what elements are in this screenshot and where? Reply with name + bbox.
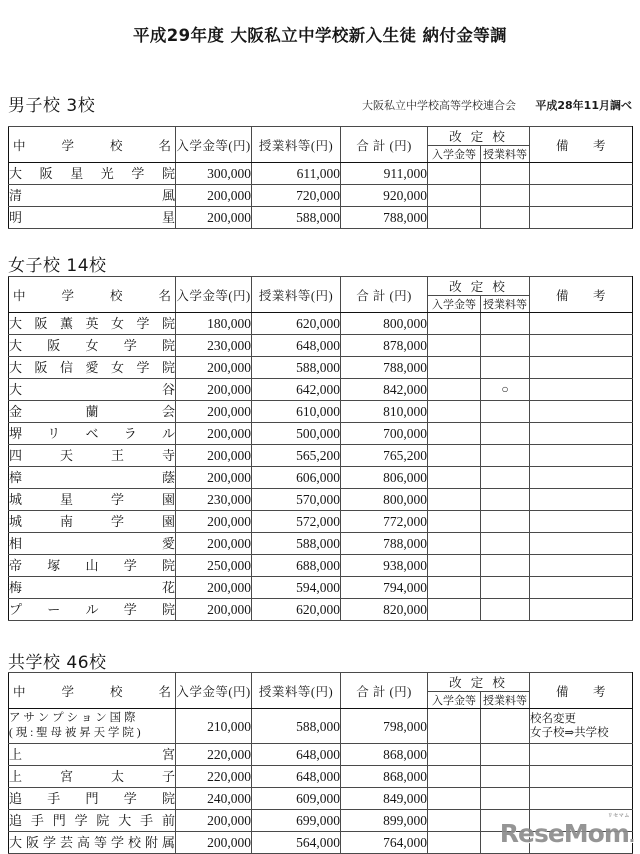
cell-revised-admission (428, 832, 481, 854)
cell-revised-tuition (481, 709, 530, 744)
school-name-text: 相 愛 (9, 536, 175, 551)
cell-total: 800,000 (341, 313, 428, 335)
cell-admission-fee: 210,000 (176, 709, 252, 744)
cell-revised-tuition (481, 185, 530, 207)
cell-total: 788,000 (341, 207, 428, 229)
table-row (9, 489, 633, 511)
col-tuition-fee: 授業料等(円) (252, 277, 341, 313)
col-school-name: 中 学 校 名 (9, 277, 176, 313)
school-name-text: 追 手 門 学 院 (9, 791, 175, 806)
cell-remarks (530, 766, 633, 788)
table-row (9, 555, 633, 577)
cell-revised-tuition (481, 555, 530, 577)
cell-total: 700,000 (341, 423, 428, 445)
table-row (9, 379, 633, 401)
school-name-text: 城 星 学 園 (9, 492, 175, 507)
table-header-row (9, 673, 633, 692)
cell-school-name (9, 401, 176, 423)
table-header-row (9, 277, 633, 296)
section-header-girls (8, 248, 632, 274)
cell-tuition-fee: 620,000 (252, 313, 341, 335)
cell-admission-fee: 200,000 (176, 379, 252, 401)
cell-remarks (530, 313, 633, 335)
cell-revised-tuition (481, 577, 530, 599)
cell-revised-admission (428, 788, 481, 810)
col-revised-admission: 入学金等 (428, 296, 481, 313)
watermark-brand: ReseMom (499, 819, 629, 848)
cell-total: 938,000 (341, 555, 428, 577)
col-revised-group: 改 定 校 (428, 127, 530, 146)
table-head-coed (9, 673, 633, 709)
cell-admission-fee: 200,000 (176, 577, 252, 599)
school-name-text: 大阪学芸高等学校附属 (9, 835, 175, 850)
col-revised-group: 改 定 校 (428, 277, 530, 296)
cell-admission-fee: 200,000 (176, 832, 252, 854)
table-row (9, 335, 633, 357)
cell-school-name (9, 599, 176, 621)
fee-table-girls (8, 276, 633, 621)
cell-remarks (530, 577, 633, 599)
cell-revised-tuition (481, 445, 530, 467)
col-remarks: 備 考 (530, 673, 633, 709)
cell-total: 842,000 (341, 379, 428, 401)
cell-revised-admission (428, 335, 481, 357)
col-total: 合 計 (円) (341, 127, 428, 163)
cell-tuition-fee: 609,000 (252, 788, 341, 810)
school-name-line: ア サ ン プ シ ョ ン 国 際 (9, 712, 136, 724)
survey-date: 平成28年11月調べ (535, 99, 632, 112)
cell-total: 911,000 (341, 163, 428, 185)
cell-revised-admission (428, 379, 481, 401)
cell-admission-fee: 250,000 (176, 555, 252, 577)
cell-tuition-fee: 500,000 (252, 423, 341, 445)
school-name-text: 帝 塚 山 学 院 (9, 558, 175, 573)
cell-revised-admission (428, 555, 481, 577)
cell-admission-fee: 200,000 (176, 401, 252, 423)
school-name-text: 大 谷 (9, 382, 175, 397)
cell-tuition-fee: 611,000 (252, 163, 341, 185)
cell-total: 868,000 (341, 744, 428, 766)
cell-tuition-fee: 588,000 (252, 207, 341, 229)
cell-admission-fee: 220,000 (176, 744, 252, 766)
cell-revised-tuition (481, 744, 530, 766)
cell-tuition-fee: 565,200 (252, 445, 341, 467)
cell-school-name (9, 163, 176, 185)
resemom-watermark (499, 813, 634, 848)
cell-revised-tuition (481, 533, 530, 555)
section-title-girls: 女子校 14校 (8, 256, 107, 276)
cell-revised-admission (428, 489, 481, 511)
school-name-text: 樟 蔭 (9, 470, 175, 485)
cell-revised-tuition (481, 788, 530, 810)
cell-school-name (9, 511, 176, 533)
cell-remarks (530, 401, 633, 423)
col-remarks: 備 考 (530, 127, 633, 163)
table-row (9, 599, 633, 621)
cell-school-name (9, 709, 176, 744)
table-row (9, 577, 633, 599)
school-name-text: 大 阪 信 愛 女 学 院 (9, 360, 175, 375)
cell-revised-admission (428, 577, 481, 599)
cell-admission-fee: 200,000 (176, 423, 252, 445)
cell-school-name (9, 788, 176, 810)
cell-tuition-fee: 720,000 (252, 185, 341, 207)
table-row (9, 744, 633, 766)
cell-revised-admission (428, 423, 481, 445)
school-name-text: 金 蘭 会 (9, 404, 175, 419)
cell-admission-fee: 200,000 (176, 511, 252, 533)
col-school-name: 中 学 校 名 (9, 127, 176, 163)
cell-total: 920,000 (341, 185, 428, 207)
cell-revised-admission (428, 709, 481, 744)
cell-total: 794,000 (341, 577, 428, 599)
cell-total: 806,000 (341, 467, 428, 489)
cell-tuition-fee: 642,000 (252, 379, 341, 401)
cell-admission-fee: 200,000 (176, 810, 252, 832)
cell-school-name (9, 445, 176, 467)
cell-tuition-fee: 606,000 (252, 467, 341, 489)
cell-total: 820,000 (341, 599, 428, 621)
cell-tuition-fee: 594,000 (252, 577, 341, 599)
cell-revised-admission (428, 445, 481, 467)
table-row (9, 423, 633, 445)
cell-revised-tuition (481, 489, 530, 511)
cell-remarks (530, 788, 633, 810)
cell-admission-fee: 200,000 (176, 207, 252, 229)
cell-total: 868,000 (341, 766, 428, 788)
cell-school-name (9, 379, 176, 401)
cell-school-name (9, 489, 176, 511)
cell-remarks (530, 555, 633, 577)
cell-revised-admission (428, 401, 481, 423)
cell-remarks (530, 489, 633, 511)
cell-revised-admission (428, 185, 481, 207)
cell-remarks (530, 599, 633, 621)
cell-tuition-fee: 572,000 (252, 511, 341, 533)
cell-tuition-fee: 648,000 (252, 766, 341, 788)
school-name-text: プ ー ル 学 院 (9, 602, 175, 617)
association-name: 大阪私立中学校高等学校連合会 (362, 99, 516, 112)
table-row (9, 766, 633, 788)
cell-revised-admission (428, 533, 481, 555)
cell-revised-admission (428, 163, 481, 185)
cell-admission-fee: 180,000 (176, 313, 252, 335)
section-title-boys: 男子校 3校 (8, 96, 96, 116)
table-header-row (9, 127, 633, 146)
col-tuition-fee: 授業料等(円) (252, 673, 341, 709)
col-admission-fee: 入学金等(円) (176, 277, 252, 313)
section-header-coed (8, 645, 632, 671)
cell-admission-fee: 200,000 (176, 533, 252, 555)
cell-total: 788,000 (341, 357, 428, 379)
cell-total: 788,000 (341, 533, 428, 555)
col-total: 合 計 (円) (341, 673, 428, 709)
col-revised-tuition: 授業料等 (481, 296, 530, 313)
cell-school-name (9, 335, 176, 357)
school-name-text: 四 天 王 寺 (9, 448, 175, 463)
cell-tuition-fee: 699,000 (252, 810, 341, 832)
cell-admission-fee: 240,000 (176, 788, 252, 810)
table-row (9, 511, 633, 533)
cell-revised-admission (428, 357, 481, 379)
cell-admission-fee: 200,000 (176, 467, 252, 489)
watermark-kana: リセマム (607, 813, 630, 819)
cell-tuition-fee: 588,000 (252, 357, 341, 379)
col-remarks: 備 考 (530, 277, 633, 313)
cell-remarks (530, 207, 633, 229)
school-name-text: 大 阪 女 学 院 (9, 338, 175, 353)
cell-total: 849,000 (341, 788, 428, 810)
table-head-girls (9, 277, 633, 313)
cell-remarks (530, 163, 633, 185)
cell-remarks (530, 185, 633, 207)
table-row (9, 357, 633, 379)
table-row (9, 709, 633, 744)
cell-revised-admission (428, 599, 481, 621)
cell-school-name (9, 313, 176, 335)
cell-revised-tuition (481, 467, 530, 489)
remark-line: 女子校⇒共学校 (530, 727, 609, 739)
cell-tuition-fee: 588,000 (252, 709, 341, 744)
cell-revised-admission (428, 810, 481, 832)
cell-school-name (9, 207, 176, 229)
table-row (9, 185, 633, 207)
cell-admission-fee: 200,000 (176, 445, 252, 467)
cell-revised-tuition (481, 423, 530, 445)
page-title: 平成29年度 大阪私立中学校新入生徒 納付金等調 (132, 26, 508, 45)
table-row (9, 401, 633, 423)
cell-admission-fee: 230,000 (176, 335, 252, 357)
cell-tuition-fee: 610,000 (252, 401, 341, 423)
cell-remarks (530, 709, 633, 744)
col-tuition-fee: 授業料等(円) (252, 127, 341, 163)
school-name-text: 大 阪 星 光 学 院 (9, 166, 175, 181)
cell-revised-tuition (481, 313, 530, 335)
table-row (9, 313, 633, 335)
cell-school-name (9, 423, 176, 445)
cell-admission-fee: 200,000 (176, 185, 252, 207)
cell-revised-tuition (481, 599, 530, 621)
cell-revised-tuition: ○ (481, 379, 530, 401)
school-name-text: 上 宮 (9, 747, 175, 762)
cell-school-name (9, 467, 176, 489)
cell-revised-tuition (481, 357, 530, 379)
table-head-boys (9, 127, 633, 163)
cell-school-name (9, 744, 176, 766)
cell-revised-tuition (481, 207, 530, 229)
school-name-text: 上 宮 太 子 (9, 769, 175, 784)
cell-tuition-fee: 570,000 (252, 489, 341, 511)
col-revised-tuition: 授業料等 (481, 146, 530, 163)
cell-total: 810,000 (341, 401, 428, 423)
cell-school-name (9, 832, 176, 854)
cell-school-name (9, 185, 176, 207)
col-revised-admission: 入学金等 (428, 146, 481, 163)
cell-remarks (530, 511, 633, 533)
cell-school-name (9, 555, 176, 577)
cell-remarks (530, 445, 633, 467)
cell-admission-fee: 230,000 (176, 489, 252, 511)
cell-revised-tuition (481, 766, 530, 788)
cell-total: 878,000 (341, 335, 428, 357)
fee-table-boys (8, 126, 633, 229)
school-name-text: 大 阪 薫 英 女 学 院 (9, 316, 175, 331)
cell-revised-tuition (481, 401, 530, 423)
col-admission-fee: 入学金等(円) (176, 127, 252, 163)
cell-school-name (9, 810, 176, 832)
cell-revised-admission (428, 467, 481, 489)
watermark-dot: . (628, 827, 634, 846)
table-body-girls (9, 313, 633, 621)
cell-revised-tuition (481, 163, 530, 185)
cell-admission-fee: 200,000 (176, 599, 252, 621)
school-name-text: 堺 リ ベ ラ ル (9, 426, 175, 441)
remark-line: 校名変更 (530, 713, 577, 725)
cell-remarks (530, 467, 633, 489)
cell-revised-tuition (481, 335, 530, 357)
cell-school-name (9, 577, 176, 599)
table-row (9, 445, 633, 467)
cell-revised-admission (428, 511, 481, 533)
cell-total: 798,000 (341, 709, 428, 744)
cell-revised-admission (428, 766, 481, 788)
cell-admission-fee: 300,000 (176, 163, 252, 185)
cell-tuition-fee: 648,000 (252, 744, 341, 766)
cell-tuition-fee: 588,000 (252, 533, 341, 555)
col-school-name: 中 学 校 名 (9, 673, 176, 709)
school-name-text: 追 手 門 学 院 大 手 前 (9, 813, 175, 828)
table-row (9, 207, 633, 229)
cell-revised-tuition (481, 511, 530, 533)
cell-revised-admission (428, 313, 481, 335)
cell-tuition-fee: 564,000 (252, 832, 341, 854)
cell-remarks (530, 533, 633, 555)
cell-school-name (9, 766, 176, 788)
cell-tuition-fee: 648,000 (252, 335, 341, 357)
cell-total: 765,200 (341, 445, 428, 467)
cell-tuition-fee: 688,000 (252, 555, 341, 577)
cell-total: 764,000 (341, 832, 428, 854)
col-admission-fee: 入学金等(円) (176, 673, 252, 709)
cell-admission-fee: 220,000 (176, 766, 252, 788)
cell-remarks (530, 379, 633, 401)
school-name-text: 梅 花 (9, 580, 175, 595)
section-title-coed: 共学校 46校 (8, 653, 107, 673)
col-total: 合 計 (円) (341, 277, 428, 313)
school-name-text: 清 風 (9, 188, 175, 203)
col-revised-admission: 入学金等 (428, 692, 481, 709)
table-row (9, 163, 633, 185)
col-revised-group: 改 定 校 (428, 673, 530, 692)
cell-remarks (530, 423, 633, 445)
cell-remarks (530, 744, 633, 766)
cell-revised-admission (428, 207, 481, 229)
table-row (9, 788, 633, 810)
cell-total: 899,000 (341, 810, 428, 832)
cell-total: 800,000 (341, 489, 428, 511)
cell-admission-fee: 200,000 (176, 357, 252, 379)
cell-school-name (9, 533, 176, 555)
table-body-boys (9, 163, 633, 229)
cell-remarks (530, 357, 633, 379)
cell-revised-admission (428, 744, 481, 766)
cell-remarks (530, 335, 633, 357)
table-row (9, 467, 633, 489)
cell-tuition-fee: 620,000 (252, 599, 341, 621)
section-header-boys (8, 88, 632, 114)
cell-total: 772,000 (341, 511, 428, 533)
col-revised-tuition: 授業料等 (481, 692, 530, 709)
school-name-text: 明 星 (9, 210, 175, 225)
table-row (9, 533, 633, 555)
school-name-line: ( 現 : 聖 母 被 昇 天 学 院 ) (9, 727, 141, 739)
school-name-text: 城 南 学 園 (9, 514, 175, 529)
cell-school-name (9, 357, 176, 379)
